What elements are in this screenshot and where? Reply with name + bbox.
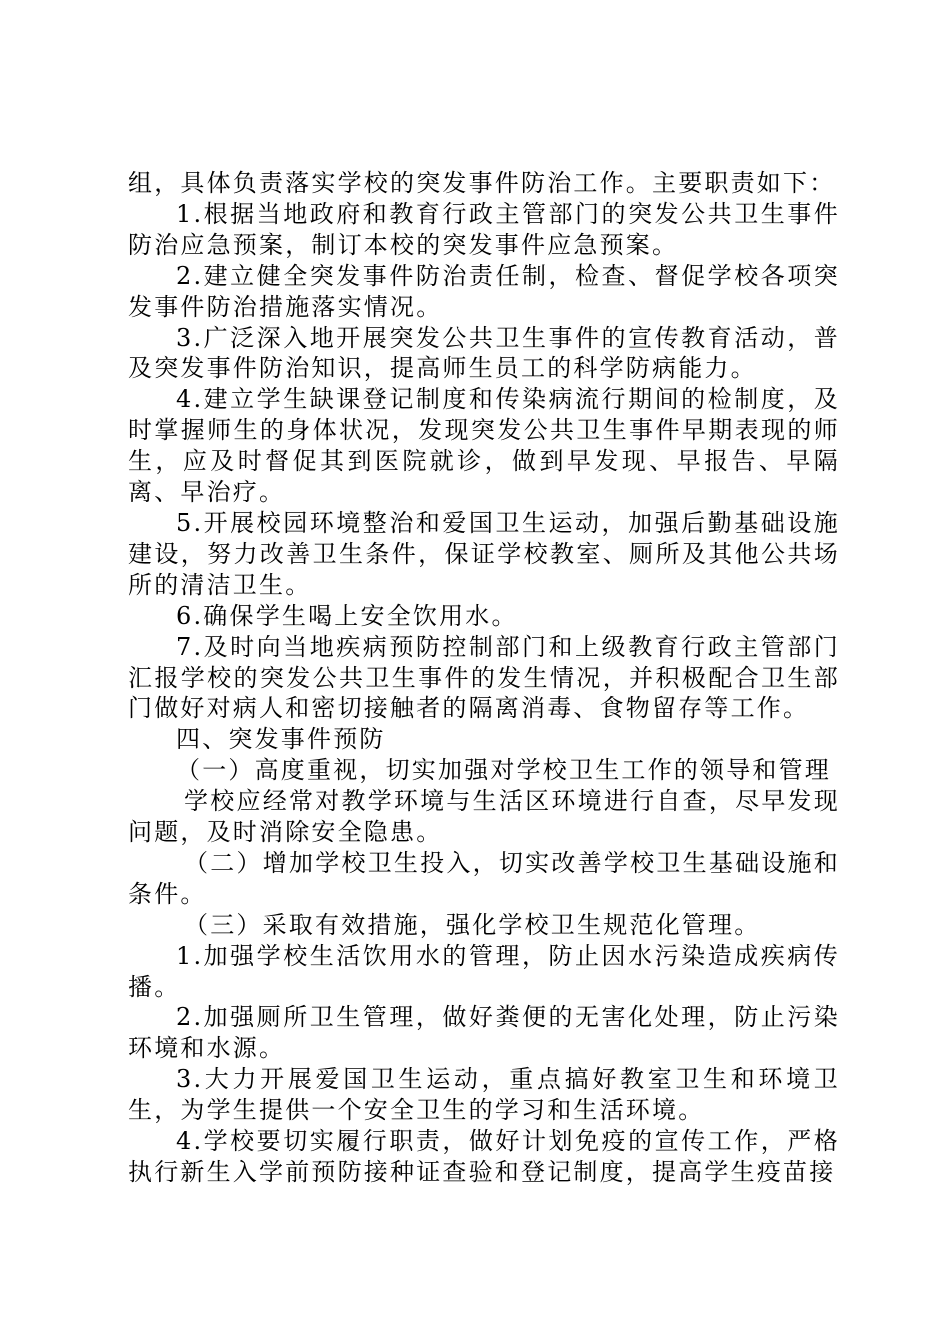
subheading-3: （三）采取有效措施，强化学校卫生规范化管理。 xyxy=(184,910,761,939)
paragraph-duty-6: 6.确保学生喝上安全饮用水。 xyxy=(176,601,518,630)
paragraph-duty-1: 1.根据当地政府和教育行政主管部门的突发公共卫生事件防治应急预案，制订本校的突发事件应急预案。 xyxy=(128,199,840,259)
paragraph-self-inspection: 学校应经常对教学环境与生活区环境进行自查，尽早发现问题，及时消除安全隐患。 xyxy=(128,787,840,847)
paragraph-measure-2: 2.加强厕所卫生管理，做好粪便的无害化处理，防止污染环境和水源。 xyxy=(128,1003,840,1063)
section-heading-prevention: 四、突发事件预防 xyxy=(176,725,386,754)
paragraph-measure-1: 1.加强学校生活饮用水的管理，防止因水污染造成疾病传播。 xyxy=(128,941,840,1001)
paragraph-measure-4: 4.学校要切实履行职责，做好计划免疫的宣传工作，严格执行新生入学前预防接种证查验和登记制度，提高学生疫苗接 xyxy=(128,1127,840,1186)
subheading-1: （一）高度重视，切实加强对学校卫生工作的领导和管理 xyxy=(176,756,831,785)
subheading-2: （二）增加学校卫生投入，切实改善学校卫生基础设施和条件。 xyxy=(128,848,840,908)
paragraph-measure-3: 3.大力开展爱国卫生运动，重点搞好教室卫生和环境卫生，为学生提供一个安全卫生的学习和生活环境。 xyxy=(128,1065,840,1125)
paragraph-duty-5: 5.开展校园环境整治和爱国卫生运动，加强后勤基础设施建设，努力改善卫生条件，保证学校教室、厕所及其他公共场所的清洁卫生。 xyxy=(128,508,840,599)
document-body xyxy=(128,168,840,1188)
paragraph-duty-3: 3.广泛深入地开展突发公共卫生事件的宣传教育活动，普及突发事件防治知识，提高师生员工的科学防病能力。 xyxy=(128,323,840,383)
paragraph-duty-4: 4.建立学生缺课登记制度和传染病流行期间的检制度，及时掌握师生的身体状况，发现突发公共卫生事件早期表现的师生，应及时督促其到医院就诊，做到早发现、早报告、早隔离、早治疗。 xyxy=(128,385,840,507)
paragraph-continuation: 组，具体负责落实学校的突发事件防治工作。主要职责如下： xyxy=(128,169,836,197)
paragraph-duty-2: 2.建立健全突发事件防治责任制，检查、督促学校各项突发事件防治措施落实情况。 xyxy=(128,261,840,321)
paragraph-duty-7: 7.及时向当地疾病预防控制部门和上级教育行政主管部门汇报学校的突发公共卫生事件的发生情况，并积极配合卫生部门做好对病人和密切接触者的隔离消毒、食物留存等工作。 xyxy=(128,632,840,723)
